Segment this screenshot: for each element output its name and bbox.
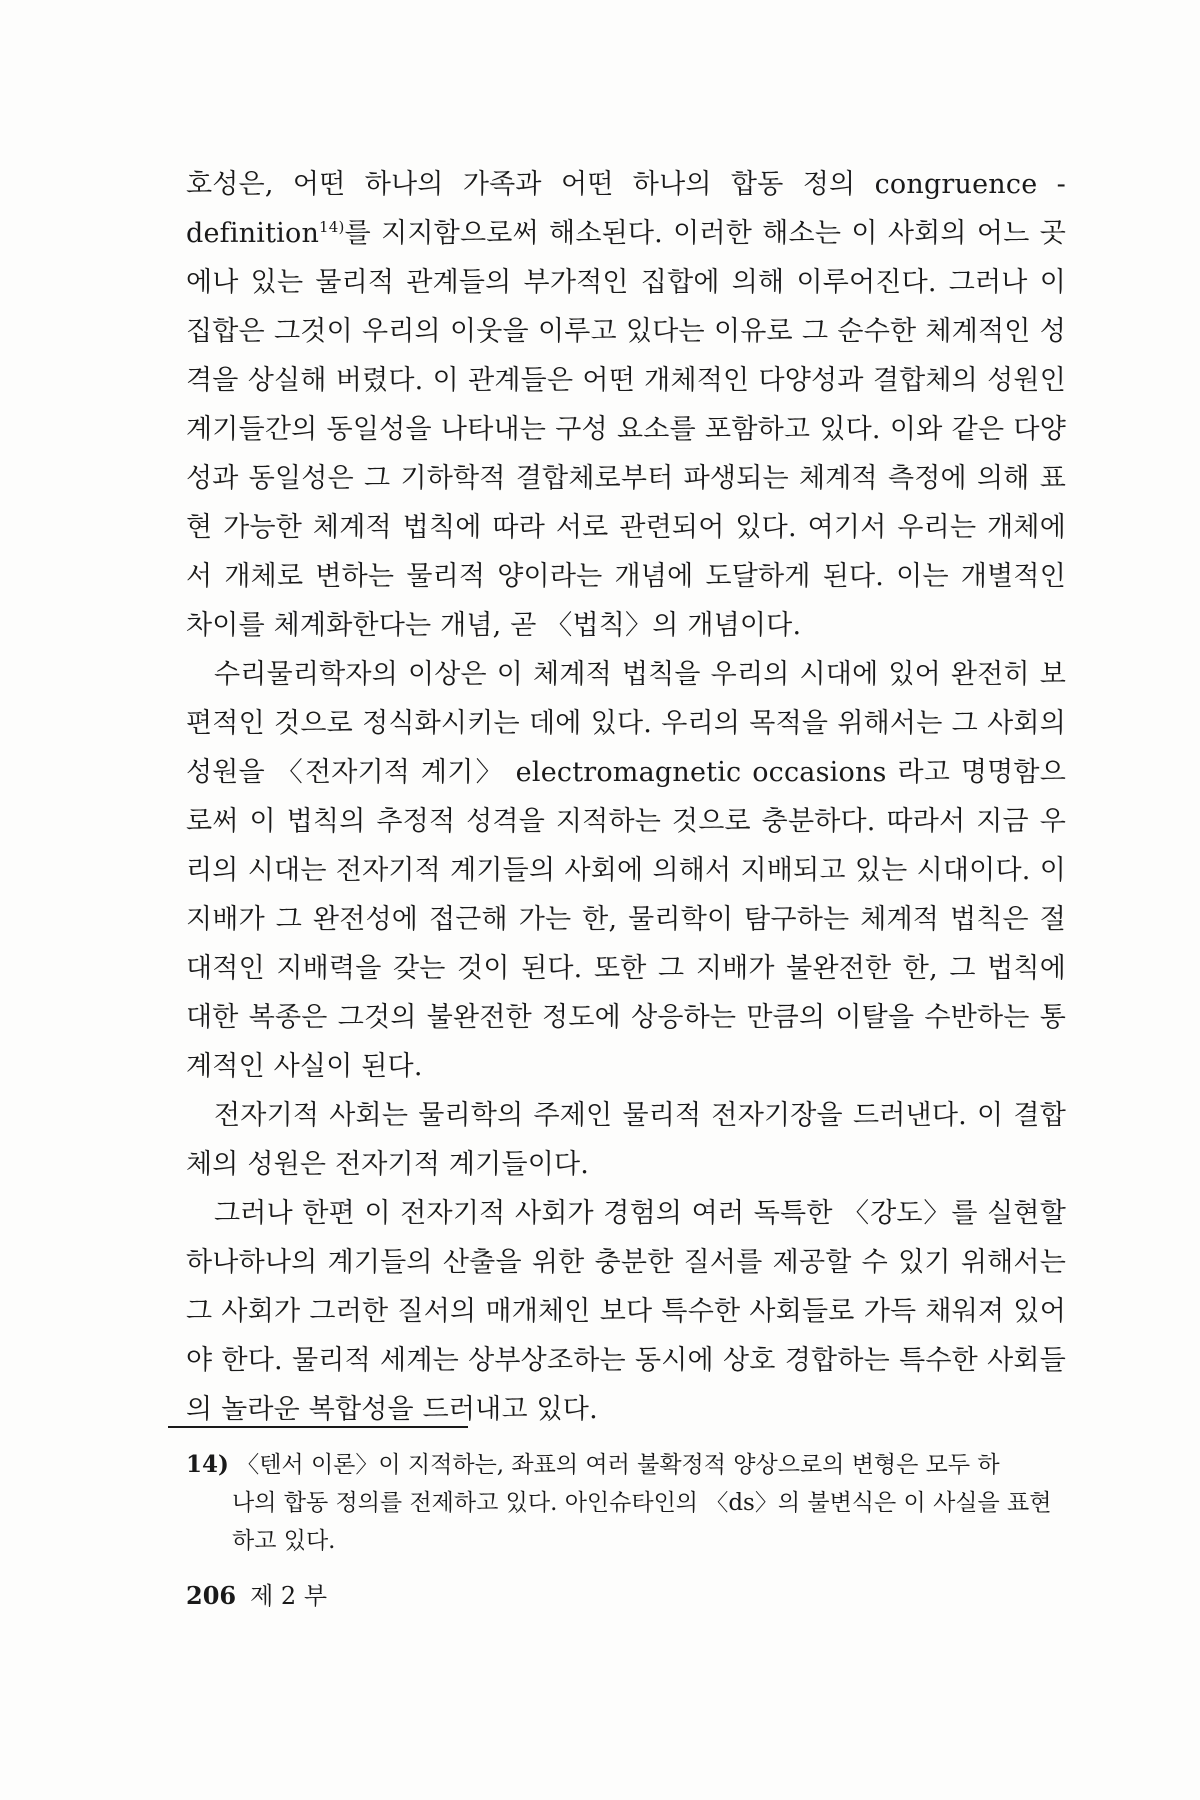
body-text xyxy=(186,160,1066,1434)
part-label: 제 2 부 xyxy=(250,1582,328,1610)
paragraph-1-text-b: 를 지지함으로써 해소된다. 이러한 해소는 이 사회의 어느 곳에나 있는 물리적 관계들의 부가적인 집합에 의해 이루어진다. 그러나 이 집합은 그것이 우리의 이웃을 이루고 있다는 이유로 그 순수한 체계적인 성격을 상실해 버렸다. 이 관계들은 어떤 개체적인 다양성과 결합체의 성원인 계기들간의 동일성을 나타내는 구성 요소를 포함하고 있다. 이와 같은 다양성과 동일성은 그 기하학적 결합체로부터 파생되는 체계적 측정에 의해 표현 가능한 체계적 법칙에 따라 서로 관련되어 있다. 여기서 우리는 개체에서 개체로 변하는 물리적 양이라는 개념에 도달하게 된다. 이는 개별적인 차이를 체계화한다는 개념, 곧 〈법칙〉의 개념이다. xyxy=(186,218,1066,641)
paragraph-2: 수리물리학자의 이상은 이 체계적 법칙을 우리의 시대에 있어 완전히 보편적인 것으로 정식화시키는 데에 있다. 우리의 목적을 위해서는 그 사회의 성원을 〈전자기적 계기〉 electromagnetic occasions 라고 명명함으로써 이 법칙의 추정적 성격을 지적하는 것으로 충분하다. 따라서 지금 우리의 시대는 전자기적 계기들의 사회에 의해서 지배되고 있는 시대이다. 이 지배가 그 완전성에 접근해 가는 한, 물리학이 탐구하는 체계적 법칙은 절대적인 지배력을 갖는 것이 된다. 또한 그 지배가 불완전한 한, 그 법칙에 대한 복종은 그것의 불완전한 정도에 상응하는 만큼의 이탈을 수반하는 통계적인 사실이 된다. xyxy=(186,659,1066,1082)
paragraph-1 xyxy=(186,160,1066,650)
paragraph-3: 전자기적 사회는 물리학의 주제인 물리적 전자기장을 드러낸다. 이 결합체의 성원은 전자기적 계기들이다. xyxy=(186,1100,1066,1180)
paragraph-1-text-a: 호성은, 어떤 하나의 가족과 어떤 하나의 합동 정의 congruence -definition xyxy=(186,169,1066,249)
page-footer xyxy=(186,1576,327,1611)
footnote-divider xyxy=(168,1426,468,1428)
footnote-14 xyxy=(186,1446,1066,1560)
footnote-reference[interactable]: 14) xyxy=(319,218,345,236)
page-number: 206 xyxy=(186,1581,237,1610)
footnote-line-1: 〈텐서 이론〉이 지적하는, 좌표의 여러 불확정적 양상으로의 변형은 모두 하 xyxy=(236,1452,1000,1478)
footnote-continuation: 나의 합동 정의를 전제하고 있다. 아인슈타인의 〈ds〉의 불변식은 이 사실을 표현하고 있다. xyxy=(232,1490,1052,1554)
paragraph-4: 그러나 한편 이 전자기적 사회가 경험의 여러 독특한 〈강도〉를 실현할 하나하나의 계기들의 산출을 위한 충분한 질서를 제공할 수 있기 위해서는 그 사회가 그러한 질서의 매개체인 보다 특수한 사회들로 가득 채워져 있어야 한다. 물리적 세계는 상부상조하는 동시에 상호 경합하는 특수한 사회들의 놀라운 복합성을 드러내고 있다. xyxy=(186,1198,1066,1425)
footnote-number: 14) xyxy=(186,1451,229,1478)
